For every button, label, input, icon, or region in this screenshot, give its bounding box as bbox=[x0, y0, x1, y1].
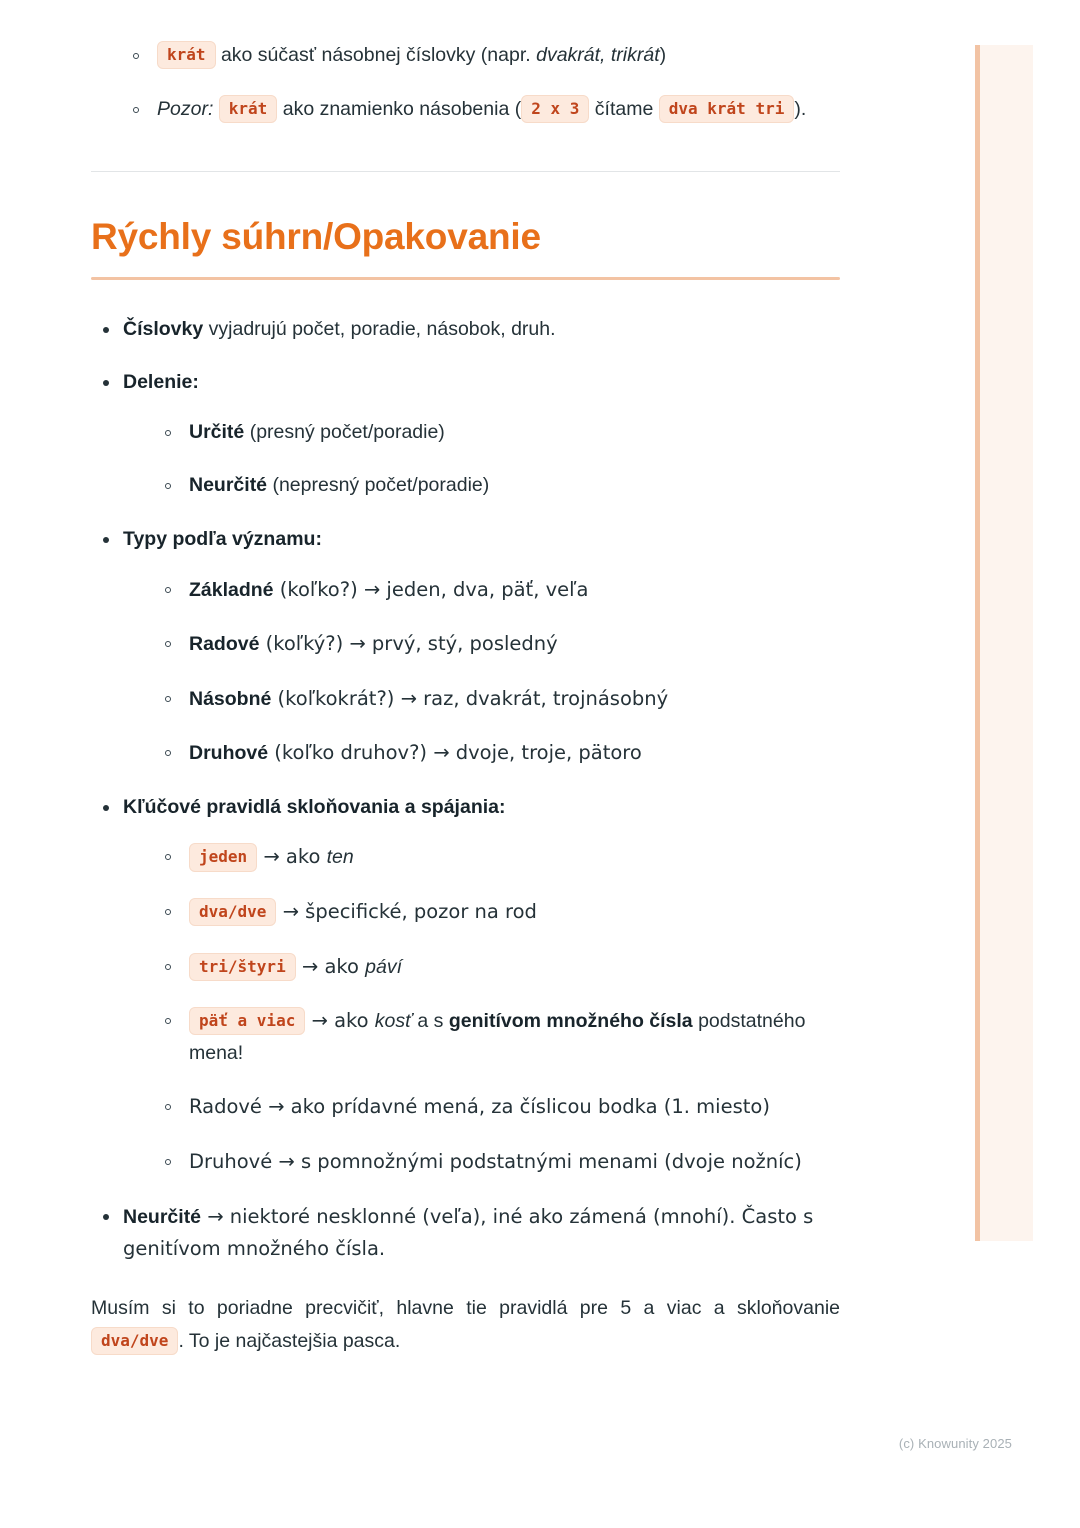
druhove-label: Druhové bbox=[189, 742, 269, 765]
summary-list bbox=[91, 314, 840, 1266]
pat-viac-italic: kosť bbox=[374, 1010, 412, 1033]
radove-text: (koľký?) → prvý, stý, posledný bbox=[259, 632, 558, 656]
pozor-text-3: ). bbox=[794, 97, 807, 120]
tri-styri-text: → ako bbox=[295, 954, 366, 978]
tri-styri-italic: páví bbox=[365, 955, 402, 978]
dva-dve-text: → špecifické, pozor na rod bbox=[276, 900, 537, 924]
zakladne-label: Základné bbox=[189, 578, 274, 601]
code-chip-tri-styri: tri/štyri bbox=[189, 953, 296, 981]
neurcite-pravidlo-label: Neurčité bbox=[123, 1205, 202, 1228]
code-chip-krat: krát bbox=[157, 41, 216, 69]
closing-text-before: Musím si to poriadne precvičiť, hlavne tie pravidlá pre 5 a viac a skloňovanie bbox=[91, 1296, 840, 1319]
code-chip-dva-dve-closing: dva/dve bbox=[91, 1327, 178, 1355]
list-item-tri-styri bbox=[157, 951, 840, 984]
pat-viac-text-1: → ako bbox=[305, 1009, 375, 1033]
neurcite-label: Neurčité bbox=[189, 474, 268, 497]
ciselovky-label: Číslovky bbox=[123, 317, 204, 340]
pat-viac-text-2: a s bbox=[412, 1010, 449, 1033]
page-footer-copyright: (c) Knowunity 2025 bbox=[898, 1436, 1012, 1451]
code-chip-pat-a-viac: päť a viac bbox=[189, 1007, 305, 1035]
urcite-label: Určité bbox=[189, 420, 245, 443]
druhove-pravidlo-text: Druhové → s pomnožnými podstatnými menami (dvoje nožníc) bbox=[189, 1149, 802, 1173]
list-item-nasobne bbox=[157, 683, 840, 716]
list-item-krat-text-end: ) bbox=[659, 44, 667, 66]
side-accent-panel bbox=[975, 45, 1033, 1241]
list-item-pozor-krat bbox=[125, 94, 840, 126]
list-item-ciselovky bbox=[91, 314, 840, 346]
list-item-radove-pravidlo bbox=[157, 1091, 840, 1124]
list-item-zakladne bbox=[157, 574, 840, 607]
section-heading-underline bbox=[91, 277, 840, 280]
radove-pravidlo-text: Radové → ako prídavné mená, za číslicou bodka (1. miesto) bbox=[189, 1095, 770, 1119]
closing-paragraph bbox=[91, 1292, 840, 1359]
list-item-delenie bbox=[91, 367, 840, 502]
list-item-druhove bbox=[157, 737, 840, 770]
list-item-jeden bbox=[157, 841, 840, 874]
pravidla-sublist bbox=[157, 841, 840, 1178]
code-chip-krat-2: krát bbox=[219, 95, 278, 123]
urcite-text: (presný počet/poradie) bbox=[244, 420, 445, 443]
list-item-neurcite-pravidlo bbox=[91, 1201, 840, 1266]
list-item-typy-podla-vyznamu bbox=[91, 524, 840, 770]
list-item-pat-a-viac bbox=[157, 1005, 840, 1069]
nasobne-text: (koľkokrát?) → raz, dvakrát, trojnásobný bbox=[271, 686, 669, 710]
code-chip-jeden: jeden bbox=[189, 843, 257, 871]
code-chip-2x3: 2 x 3 bbox=[521, 95, 589, 123]
section-divider bbox=[91, 171, 840, 172]
typy-label: Typy podľa významu: bbox=[123, 528, 322, 551]
list-item-dva-dve bbox=[157, 896, 840, 929]
druhove-text: (koľko druhov?) → dvoje, troje, pätoro bbox=[268, 741, 642, 765]
list-item-krat-text: ako súčasť násobnej číslovky (napr. bbox=[215, 44, 537, 66]
nasobne-label: Násobné bbox=[189, 687, 272, 710]
code-chip-dva-dve: dva/dve bbox=[189, 898, 276, 926]
delenie-sublist bbox=[157, 417, 840, 502]
typy-sublist bbox=[157, 574, 840, 770]
neurcite-pravidlo-text: → niektoré nesklonné (veľa), iné ako zámená (mnohí). Často s genitívom množného čísla. bbox=[123, 1204, 814, 1261]
delenie-label: Delenie: bbox=[123, 371, 199, 394]
pozor-text-2: čítame bbox=[589, 97, 659, 120]
zakladne-text: (koľko?) → jeden, dva, päť, veľa bbox=[273, 577, 589, 601]
pat-viac-bold: genitívom množného čísla bbox=[448, 1010, 693, 1033]
list-item-druhove-pravidlo bbox=[157, 1146, 840, 1179]
neurcite-text: (nepresný počet/poradie) bbox=[267, 474, 490, 497]
pozor-text-1: ako znamienko násobenia ( bbox=[277, 97, 522, 120]
list-item-krat-nasobna bbox=[125, 40, 840, 72]
ciselovky-text: vyjadrujú počet, poradie, násobok, druh. bbox=[203, 317, 556, 340]
page-content bbox=[91, 0, 840, 1359]
list-item-neurcite bbox=[157, 470, 840, 502]
section-heading: Rýchly súhrn/Opakovanie bbox=[91, 216, 541, 258]
top-continued-list bbox=[125, 40, 840, 125]
pat-viac-text-3: podstatného mena! bbox=[189, 1010, 806, 1064]
list-item-kluccove-pravidla bbox=[91, 792, 840, 1179]
radove-label: Radové bbox=[189, 633, 260, 656]
list-item-urcite bbox=[157, 417, 840, 449]
pozor-label: Pozor: bbox=[157, 97, 214, 120]
jeden-text: → ako bbox=[257, 845, 327, 869]
pravidla-label: Kľúčové pravidlá skloňovania a spájania: bbox=[123, 795, 506, 818]
list-item-krat-italic: dvakrát, trikrát bbox=[536, 44, 660, 66]
code-chip-dva-krat-tri: dva krát tri bbox=[659, 95, 795, 123]
list-item-radove bbox=[157, 628, 840, 661]
jeden-italic: ten bbox=[326, 846, 354, 869]
closing-text-after: . To je najčastejšia pasca. bbox=[178, 1330, 401, 1353]
